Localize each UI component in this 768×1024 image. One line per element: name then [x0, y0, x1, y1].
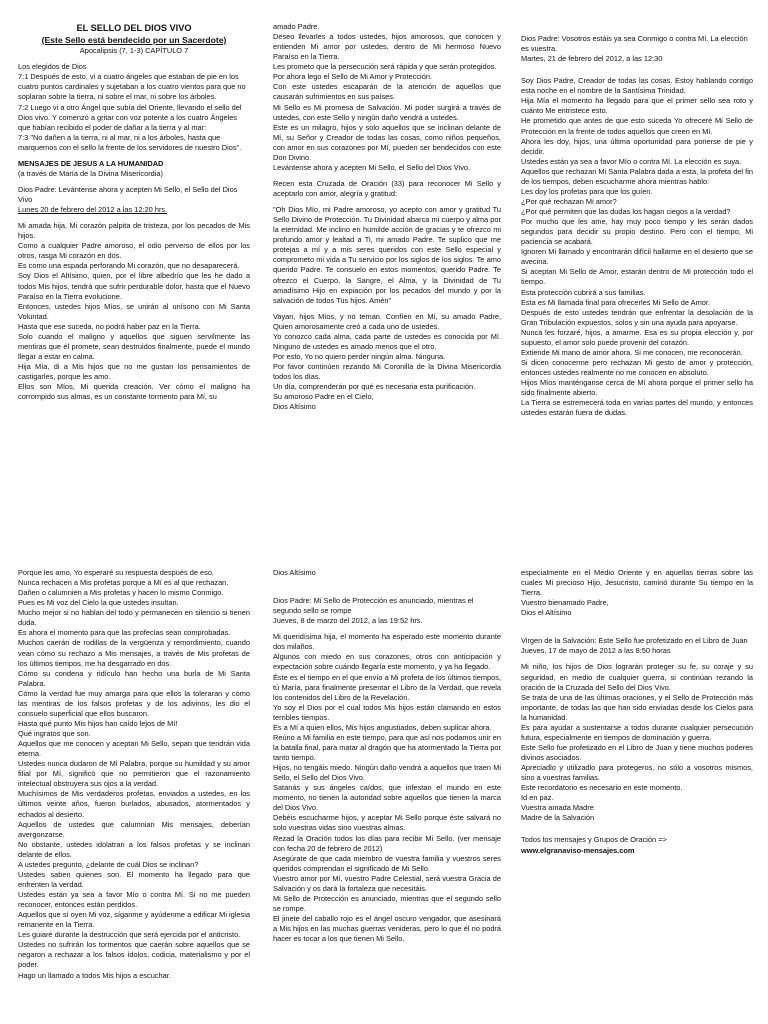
message-signature: Dios Altísimo: [273, 402, 316, 412]
message-paragraph: Mi niño, los hijos de Dios lograrán proteger su fe, su coraje y su seguridad, en medio de cualquier guerra, si continúan rezando la oración de la Cruzada del Sello del Dios Vivo.: [521, 662, 753, 692]
message-paragraph: Reúno a Mi familia en este tiempo, para que así nos podamos unir en la batalla final, para matar al dragón que ha atormentado la Tierra por tanto tiempo.: [273, 732, 501, 762]
message-paragraph: Yo soy el Dios por el cual todos Mis hijos están clamando en estos terribles tiempos.: [273, 702, 501, 722]
message-paragraph: Les doy los profetas para que los guíen.: [521, 186, 653, 196]
message-paragraph: Ignoren Mi llamado y encontrarán difícil hallarme en el desierto que se avecina.: [521, 247, 753, 267]
scripture-heading: Los elegidos de Dios: [18, 62, 87, 72]
message-paragraph: Les guiaré durante la destrucción que será ejercida por el anticristo.: [18, 930, 241, 940]
message-paragraph: Esta es Mi llamada final para ofrecerles Mi Sello de Amor.: [521, 297, 710, 307]
message-paragraph: He prometido que antes de que esto suceda Yo ofreceré Mi Sello de Protección en la frente de todos aquellos que creen en Mí.: [521, 116, 753, 136]
website-link[interactable]: www.elgranaviso-mensajes.com: [521, 845, 635, 855]
message-paragraph: Mi queridísima hija, el momento ha esperado este momento durante dos milaños.: [273, 632, 501, 652]
message-paragraph: Ahora les doy, hijos, una última oportunidad para ponerse de pie y decidir.: [521, 136, 753, 156]
message-paragraph: Por mucho que les ame, hay muy poco tiempo y les serán dados segundos para decidir su propio destino. Pero con el tiempo, Mi paciencia se acabará.: [521, 217, 753, 247]
message-paragraph: Hijos Míos manténganse cerca de Mí ahora porque el primer sello ha sido finalmente abierto.: [521, 378, 753, 398]
message-paragraph: Mucho mejor si no hablan del todo y permanecen en silencio si tienen duda.: [18, 608, 250, 628]
message-paragraph: Aquellos que me conocen y aceptan Mi Sello, sepan que tendrán vida eterna.: [18, 739, 250, 759]
message-paragraph: Con este ustedes escaparán de la atención de aquellos que causarán sufrimientos en sus países.: [273, 82, 501, 102]
message-paragraph: Id en paz.: [521, 793, 554, 803]
message-paragraph: Ustedes están ya sea a favor Mío o contra Mí. Si no me pueden reconocer, entonces están perdidos.: [18, 890, 250, 910]
message-paragraph: Ustedes saben quienes son. El momento ha llegado para que enfrenten la verdad.: [18, 869, 250, 889]
message-signature: Dios el Altísimo: [521, 608, 572, 618]
document-title: EL SELLO DEL DIOS VIVO: [76, 23, 192, 33]
message-paragraph: Aquellos que sí oyen Mi voz, síganme y ayúdenme a edificar Mi iglesia remanente en la Tierra.: [18, 910, 250, 930]
message-paragraph: Mi amada hija, Mi corazón palpita de tristeza, por los pecados de Mis hijos.: [18, 221, 250, 241]
message-paragraph: Algunos con miedo en sus corazones, otros con anticipación y expectación sobre cuándo llegaría este momento, y ya ha llegado.: [273, 652, 501, 672]
message-paragraph: Este recordatorio es necesario en este momento.: [521, 783, 683, 793]
message-paragraph: ¿Por qué rechazan Mi amor?: [521, 196, 617, 206]
message-closing: Vuestra amada Madre: [521, 803, 594, 813]
message-signature: Dios Altísimo: [273, 568, 316, 577]
message-paragraph: Qué ingratos que son.: [18, 729, 91, 738]
message-paragraph: Pues es Mi voz del Cielo la que ustedes insultan.: [18, 598, 179, 608]
message-paragraph: Satanás y sus ángeles caídos, que infestan el mundo en este momento, no tienen la autoridad sobre aquellos que tienen la marca del Dios Vivo.: [273, 783, 501, 813]
scripture-verse: 7:2 Luego vi a otro Ángel que subía del Oriente, llevando el sello del Dios vivo. Y comenzó a gritar con voz potente a los cuatro Ángeles que habían recibido el poder de dañar a la tierra y al mar:: [18, 102, 242, 132]
message-paragraph: ¿Por qué permiten que las dudas los hagan ciegos a la verdad?: [521, 207, 731, 216]
message-paragraph: Muchos caerán de rodillas de la vergüenza y remordimiento, cuando vean cómo su rechazo a Mis mensajes, a través de Mis profetas de los últimos tiempos, me ha desgarrado en dos.: [18, 638, 250, 668]
crusade-prayer: "Oh Dios Mío, mi Padre amoroso, yo acepto con amor y gratitud Tu Sello Divino de Protección. Tu Divinidad abarca mi cuerpo y alma por la eternidad. Me inclino en humilde acción de gracias y te ofrezco mi profundo amor y lealtad a Ti, mi amado Padre. Te suplico que me protejas a mí y a mis seres queridos con este Sello especial y comprometo mi vida a Tu servicio por los siglos de los siglos. Te amo querido Padre. Te consuelo en estos momentos, querido Padre. Te ofrezco el Cuerpo, la Sangre, el Alma, y la Divinidad de Tu amadísimo Hijo en expiación por los pecados del mundo y por la salvación de todos Tus hijos. Amén": [273, 205, 501, 305]
message-paragraph: Vuestro amor por Mí, vuestro Padre Celestial, será vuestra Gracia de Salvación y os dará la fortaleza que necesitáis.: [273, 873, 501, 893]
website-note: Todos los mensajes y Grupos de Oración =>: [521, 835, 667, 845]
message-paragraph: Esta protección cubrirá a sus familias.: [521, 287, 646, 297]
message-title: Virgen de la Salvación: Este Sello fue profetizado en el Libro de Juan: [521, 636, 748, 646]
message-paragraph: Este es un milagro, hijos y solo aquellos que se inclinan delante de Mí, su Señor y Creador de todas las cosas, como niños pequeños, con amor en sus corazones por Mí, pueden ser bendecidos con este Don Divino.: [273, 122, 501, 162]
message-paragraph: Asegúrate de que cada miembro de vuestra familia y vuestros seres queridos comprendan el significado de Mi Sello.: [273, 853, 501, 873]
message-date: Martes, 21 de febrero del 2012, a las 12:30: [521, 54, 663, 64]
message-paragraph: Solo cuando el maligno y aquellos que siguen servilmente las mentiras que él promete, sean destruidos finalmente, puede el mundo llegar a estar en calma.: [18, 331, 250, 361]
message-paragraph: Hija Mía el momento ha llegado para que el primer sello sea roto y cuánto Me entristece esto.: [521, 96, 753, 116]
message-paragraph: Por esto, Yo no quiero perder ningún alma. Ninguna.: [273, 351, 446, 361]
column-2-bottom: [273, 568, 501, 1024]
message-paragraph: Muchísimos de Mis verdaderos profetas, enviados a ustedes, en los últimos veinte años, fueron burlados, abusados, atormentados y echados al desierto.: [18, 789, 250, 819]
message-paragraph: Yo conozco cada alma, cada parte de ustedes es conocida por Mí. Ninguno de ustedes es amado menos que el otro.: [273, 331, 501, 351]
column-3-bottom: [521, 568, 753, 1024]
message-date: Lunes 20 de febrero del 2012 a las 12:20 hrs.: [18, 205, 168, 215]
message-paragraph: No obstante, ustedes idolatran a los falsos profetas y se inclinan delante de ellos.: [18, 839, 250, 859]
message-paragraph: Vayan, hijos Míos, y no teman. Confíen en Mí, su amado Padre, Quien amorosamente creó a cada uno de ustedes.: [273, 311, 501, 331]
message-paragraph: Nunca les forzaré, hijos, a amarme. Esa es su propia elección y, por supuesto, el amor solo puede provenir del corazón.: [521, 327, 753, 347]
message-paragraph: Dañen o calumnien a Mis profetas y hacen lo mismo Conmigo.: [18, 588, 224, 598]
message-paragraph: Hasta que ese suceda, no podrá haber paz en la Tierra.: [18, 321, 201, 331]
message-paragraph: Hijos, no tengáis miedo. Ningún daño vendrá a aquellos que traen Mi Sello, el Sello del Dios Vivo.: [273, 763, 501, 783]
message-paragraph: Ustedes están ya sea a favor Mío o contra Mí. La elección es suya.: [521, 156, 742, 166]
message-paragraph: La Tierra se estremecerá toda en varias partes del mundo, y entonces ustedes estarán fuera de dudas.: [521, 398, 753, 418]
message-paragraph: Es a Mí a quien ellos, Mis hijos angustiados, deben suplicar ahora.: [273, 722, 492, 732]
message-paragraph: Hija Mía, di a Mis hijos que no me gustan los pensamientos de castigarles, porque les amo.: [18, 362, 250, 382]
section-subheading: (a través de María de la Divina Misericordia): [18, 168, 163, 178]
message-paragraph: Apreciadlo y utilizadlo para protegeros, no sólo a vosotros mismos, sino a vuestras familias.: [521, 763, 753, 783]
message-paragraph: Cómo su condena y ridículo han hecho una burla de Mi Santa Palabra.: [18, 668, 250, 688]
message-paragraph: Ustedes nunca dudaron de Mi Palabra, porque su humildad y su amor filial por Mí, significó que no permitieron que el razonamiento intelectual obstruyera sus ojos a la verdad.: [18, 759, 250, 789]
message-paragraph: Extiende Mi mano de amor ahora. Si me conocen, me reconocerán.: [521, 347, 743, 357]
message-paragraph: Aquellos que rechazan Mi Santa Palabra dada a esta, la profeta del fin de los tiempos, deben escucharme ahora mientras hablo:: [521, 166, 753, 186]
scripture-verse: 7:3 "No dañen a la tierra, ni al mar, ni a los árboles, hasta que marquemos con el sello la frente de los servidores de nuestro Dios".: [18, 132, 242, 152]
message-signature: Madre de la Salvación: [521, 813, 595, 823]
message-paragraph: Aquellos de ustedes que calumnian Mis mensajes, deberían avergonzarse.: [18, 819, 250, 839]
message-paragraph: Después de esto ustedes tendrán que enfrentar la desolación de la Gran Tribulación expuestos, solos y sin una ayuda para apoyarse.: [521, 307, 753, 327]
message-paragraph: Mi Sello es Mi promesa de Salvación. Mi poder surgirá a través de ustedes, con este Sello y ningún daño vendrá a ustedes.: [273, 102, 501, 122]
message-paragraph: Deseo llevarles a todos ustedes, hijos amorosos, que conocen y entienden Mi amor por ustedes, dentro de Mi hermoso Nuevo Paraíso en la Tierra.: [273, 32, 501, 62]
message-paragraph: Como a cualquier Padre amoroso, el odio perverso de ellos por los otros, rasga Mi corazón en dos.: [18, 241, 250, 261]
message-paragraph: Porque les amo, Yo esperaré su respuesta después de eso.: [18, 568, 214, 577]
message-paragraph: A ustedes pregunto, ¿delante de cuál Dios se inclinan?: [18, 859, 199, 869]
message-title: Dios Padre: Mi Sello de Protección es anunciado, mientras el segundo sello se rompe: [273, 596, 474, 616]
section-heading: MENSAJES DE JESUS A LA HUMANIDAD: [18, 158, 164, 168]
page-divider: [0, 545, 768, 546]
message-paragraph: Les prometo que la persecución será rápida y que serán protegidos.: [273, 62, 497, 72]
message-paragraph: Es ahora el momento para que las profecías sean comprobadas.: [18, 628, 231, 638]
message-paragraph: Es como una espada perforando Mi corazón, que no desaparecerá.: [18, 261, 240, 271]
message-paragraph: Si dicen conocerme pero rechazan Mi gesto de amor y protección, entonces ustedes realmente no me conocen en absoluto.: [521, 357, 753, 377]
message-paragraph: El jinete del caballo rojo es el ángel oscuro vengador, que asesinará a Mis hijos en las muchas guerras venideras, pero lo que él no podrá hacer es tocar a los que tienen Mi Sello.: [273, 914, 501, 944]
message-paragraph: Si aceptan Mi Sello de Amor, estarán dentro de Mi protección todo el tiempo.: [521, 267, 753, 287]
scripture-reference: Apocalipsis (7, 1-3) CAPÍTULO 7: [79, 46, 189, 56]
message-paragraph: Hasta qué punto Mis hijos han caído lejos de Mí!: [18, 718, 178, 728]
message-paragraph: Por favor continúen rezando Mi Coronilla de la Divina Misericordia todos los días.: [273, 362, 501, 382]
message-paragraph: Nunca rechacen a Mis profetas porque a Mí es al que rechazan.: [18, 578, 229, 588]
message-title: Dios Padre: Vosotros estáis ya sea Conmigo o contra Mí. La elección es vuestra.: [521, 34, 748, 54]
scripture-verse: 7:1 Después de esto, vi a cuatro ángeles que estaban de pie en los cuatro puntos cardinales y sujetaban a los cuatro vientos para que no soplaran sobre la tierra, ni sobre el mar, ni sobre los árboles.: [18, 72, 246, 102]
column-1-bottom: [18, 568, 250, 1024]
message-paragraph: amado Padre.: [273, 22, 320, 31]
message-closing: Vuestro bienamado Padre,: [521, 598, 609, 608]
message-paragraph: Soy Dios Padre, Creador de todas las cosas. Estoy hablando contigo esta noche en el nombre de la Santísima Trinidad.: [521, 76, 753, 96]
message-closing: Su amoroso Padre en el Cielo,: [273, 392, 374, 402]
message-paragraph: Levántense ahora y acepten Mi Sello, el Sello del Dios Vivo.: [273, 162, 471, 172]
message-paragraph: Se trata de una de las últimas oraciones, y el Sello de Protección más importante, de todas las que han sido enviadas desde los Cielos para la humanidad.: [521, 692, 753, 722]
message-paragraph: Ellos son Míos, Mi querida creación. Ver cómo el maligno ha corrompido sus almas, es un constante tormento para Mí, su: [18, 382, 250, 402]
message-paragraph: Rezad la Oración todos los días para recibir Mi Sello. (ver mensaje con fecha 20 de febrero de 2012): [273, 833, 501, 853]
message-paragraph: Recen esta Cruzada de Oración (33) para reconocer Mi Sello y aceptarlo con amor, alegría y gratitud:: [273, 178, 501, 198]
message-paragraph: Debéis escucharme hijos, y aceptar Mi Sello porque éste salvará no solo vuestras vidas sino vuestras almas.: [273, 813, 501, 833]
message-paragraph: Hago un llamado a todos Mis hijos a escuchar.: [18, 970, 171, 980]
message-paragraph: Es para ayudar a sustentarse a todos durante cualquier persecución futura, especialmente en tiempos de dominación y guerra.: [521, 722, 753, 742]
column-3-top: [521, 22, 753, 522]
column-1-top: [18, 22, 250, 522]
message-paragraph: Cómo la verdad fue muy amarga para que ellos la toleraran y cómo las mentiras de los falsos profetas y de los adivinos, les dio el consuelo superficial que ellos buscaron.: [18, 688, 250, 718]
message-paragraph: Éste es el tiempo en el que envío a Mi profeta de los últimos tiempos, tú María, para finalmente presentar el Libro de la Verdad, que revela los contenidos del Libro de la Revelación.: [273, 672, 501, 702]
message-date: Jueves, 8 de marzo del 2012, a las 19:52 hrs.: [273, 616, 423, 626]
message-paragraph: Un día, comprenderán por qué es necesaria esta purificación.: [273, 382, 476, 392]
message-title: Dios Padre: Levántense ahora y acepten Mi Sello, el Sello del Dios Vivo: [18, 184, 238, 205]
message-paragraph: Mi Sello de Protección es anunciado, mientras que el segundo sello se rompe.: [273, 893, 501, 913]
column-2-top: [273, 22, 501, 522]
message-paragraph: especialmente en el Medio Oriente y en aquellas tierras sobre las cuales Mi precioso Hijo, Jesucristo, caminó durante Su tiempo en la Tierra.: [521, 568, 753, 598]
message-paragraph: Este Sello fue profetizado en el Libro de Juan y tiene muchos poderes divinos asociados.: [521, 742, 753, 762]
message-paragraph: Ustedes no sufrirán los tormentos que caerán sobre aquellos que se negaron a rechazar a los falsos ídolos, codicia, materialismo y por el poder.: [18, 940, 250, 970]
document-subtitle: (Este Sello está bendecido por un Sacerdote): [41, 34, 227, 45]
message-paragraph: Entonces, ustedes hijos Míos, se unirán al unísono con Mi Santa Voluntad.: [18, 301, 250, 321]
message-paragraph: Soy Dios el Altísimo, quien, por el libre albedrío que les he dado a todos Mis hijos, tendrá que sufrir perdurable dolor, hasta que el Nuevo Paraíso en la Tierra evolucione.: [18, 271, 250, 301]
message-paragraph: Por ahora lego el Sello de Mi Amor y Protección.: [273, 72, 432, 82]
message-date: Jueves, 17 de mayo de 2012 a las 8:50 horas: [521, 646, 671, 656]
